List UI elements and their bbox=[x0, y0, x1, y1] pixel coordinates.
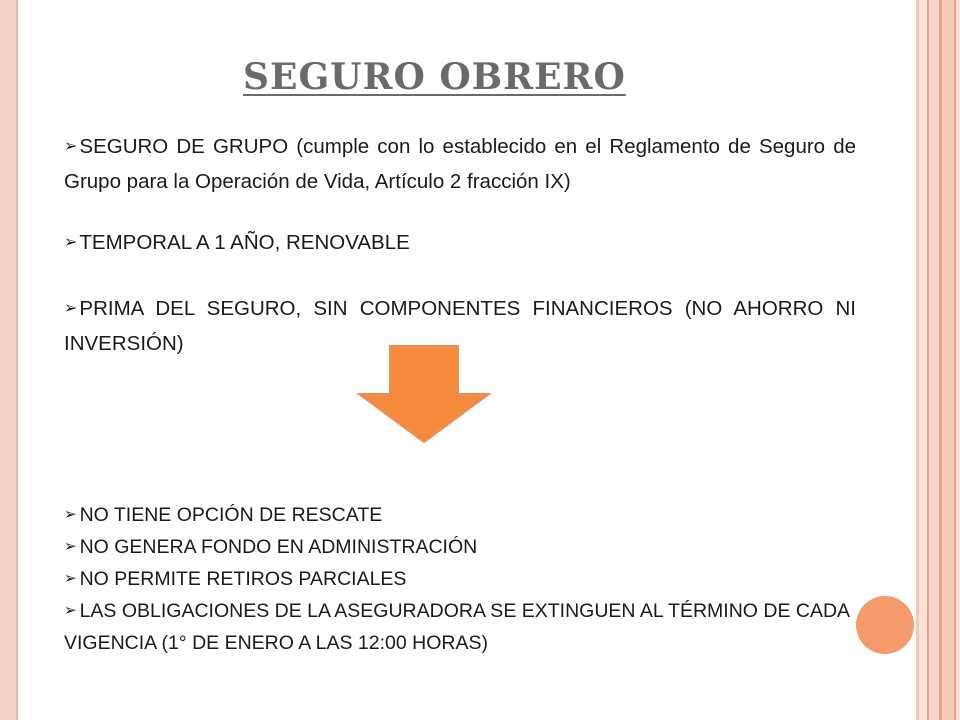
down-arrow-icon bbox=[355, 344, 493, 444]
left-frame-border bbox=[0, 0, 18, 720]
slide-title: SEGURO OBRERO bbox=[243, 56, 626, 98]
paragraph-text: PRIMA DEL SEGURO, SIN COMPONENTES FINANCIEROS (NO AHORRO NI INVERSIÓN) bbox=[64, 297, 856, 355]
consequences-list bbox=[64, 500, 854, 659]
list-item bbox=[64, 500, 854, 532]
bullet-arrow-icon: ➢ bbox=[64, 506, 77, 523]
paragraph-text: SEGURO DE GRUPO (cumple con lo establecido en el Reglamento de Seguro de Grupo para la Operación de Vida, Artículo 2 fracción IX) bbox=[64, 135, 856, 193]
list-item-text: NO GENERA FONDO EN ADMINISTRACIÓN bbox=[79, 536, 478, 558]
paragraph-grupo bbox=[64, 130, 856, 198]
stripe bbox=[919, 0, 927, 720]
paragraph-temporal bbox=[64, 226, 856, 261]
bullet-arrow-icon: ➢ bbox=[64, 538, 77, 555]
stripe bbox=[942, 0, 954, 720]
bullet-arrow-icon: ➢ bbox=[64, 300, 78, 317]
list-item-text: NO TIENE OPCIÓN DE RESCATE bbox=[79, 504, 383, 526]
orange-circle-decoration bbox=[856, 596, 914, 654]
bullet-arrow-icon: ➢ bbox=[64, 602, 77, 619]
bullet-arrow-icon: ➢ bbox=[64, 234, 78, 251]
right-decorative-stripes bbox=[916, 0, 960, 720]
list-item bbox=[64, 564, 854, 596]
stripe bbox=[929, 0, 939, 720]
list-item bbox=[64, 596, 854, 659]
bullet-arrow-icon: ➢ bbox=[64, 570, 77, 587]
list-item-text: NO PERMITE RETIROS PARCIALES bbox=[79, 568, 407, 590]
bullet-arrow-icon: ➢ bbox=[64, 138, 78, 155]
stripe bbox=[956, 0, 960, 720]
list-item-text: LAS OBLIGACIONES DE LA ASEGURADORA SE EXTINGUEN AL TÉRMINO DE CADA VIGENCIA (1° DE ENERO A LAS 12:00 HORAS) bbox=[64, 600, 849, 654]
down-arrow-shape bbox=[359, 346, 489, 442]
paragraph-text: TEMPORAL A 1 AÑO, RENOVABLE bbox=[79, 231, 410, 254]
list-item bbox=[64, 532, 854, 564]
